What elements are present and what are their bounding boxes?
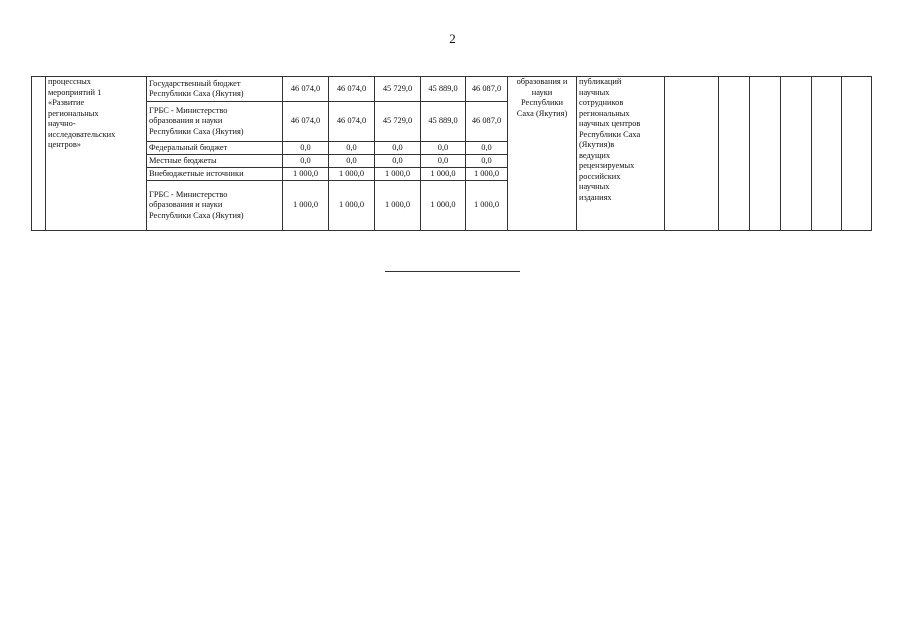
value-cell: 1 000,0 [466, 168, 508, 181]
funding-source-line: образования и науки [149, 200, 223, 210]
event-line: центров» [48, 140, 81, 149]
value-cell: 1 000,0 [329, 181, 375, 231]
indicator-line: региональных [579, 108, 630, 118]
value-cell: 1 000,0 [375, 168, 421, 181]
funding-source-line: Республики Саха (Якутия) [149, 89, 244, 98]
funding-source-line: образования и науки [149, 116, 223, 126]
value-cell: 0,0 [283, 155, 329, 168]
value-cell: 0,0 [466, 155, 508, 168]
event-line: исследовательских [48, 129, 116, 139]
funding-source-line: ГРБС - Министерство [149, 189, 228, 199]
funding-source-cell [147, 102, 283, 142]
indicator-line: научных [579, 182, 610, 191]
value-cell: 45 729,0 [375, 102, 421, 142]
value-cell: 0,0 [421, 155, 466, 168]
value-cell: 0,0 [283, 142, 329, 155]
table-row [32, 77, 872, 102]
funding-source-line: Местные бюджеты [149, 155, 217, 165]
value-cell: 46 074,0 [283, 102, 329, 142]
value-cell: 1 000,0 [329, 168, 375, 181]
executor-cell [508, 77, 577, 231]
executor-line: Республики [520, 98, 563, 107]
funding-source-cell [147, 142, 283, 155]
value-cell: 0,0 [375, 142, 421, 155]
empty-cell [665, 77, 719, 231]
empty-cell [842, 77, 872, 231]
indicator-line: изданиях [579, 192, 612, 202]
value-cell: 45 889,0 [421, 77, 466, 102]
funding-source-cell [147, 155, 283, 168]
value-cell: 46 087,0 [466, 102, 508, 142]
value-cell: 1 000,0 [466, 181, 508, 231]
value-cell: 1 000,0 [421, 168, 466, 181]
funding-source-line: Внебюджетные источники [149, 168, 244, 178]
page-number: 2 [449, 31, 456, 46]
empty-cell [719, 77, 750, 231]
executor-line: образования и [516, 77, 568, 86]
funding-source-line: Государственный бюджет [149, 78, 241, 88]
funding-source-cell [147, 77, 283, 102]
budget-table [31, 76, 872, 231]
indicator-line: сотрудников [579, 98, 624, 107]
value-cell: 45 729,0 [375, 77, 421, 102]
event-line: научно- [48, 119, 76, 128]
indicator-cell [577, 77, 665, 231]
event-line: «Развитие [48, 98, 85, 107]
indicator-line: ведущих [579, 150, 611, 160]
value-cell: 0,0 [466, 142, 508, 155]
value-cell: 46 074,0 [283, 77, 329, 102]
empty-index-cell [32, 77, 46, 231]
event-line: региональных [48, 108, 99, 118]
value-cell: 0,0 [329, 142, 375, 155]
indicator-line: (Якутия)в [579, 140, 615, 149]
funding-source-line: Республики Саха (Якутия) [149, 126, 244, 136]
value-cell: 1 000,0 [375, 181, 421, 231]
indicator-line: научных центров [579, 119, 641, 128]
value-cell: 0,0 [375, 155, 421, 168]
value-cell: 1 000,0 [421, 181, 466, 231]
funding-source-cell [147, 168, 283, 181]
value-cell: 46 087,0 [466, 77, 508, 102]
empty-cell [812, 77, 842, 231]
funding-source-line: Республики Саха (Якутия) [149, 210, 244, 220]
funding-source-cell [147, 181, 283, 231]
indicator-line: публикаций [579, 77, 622, 86]
empty-cell [750, 77, 781, 231]
value-cell: 1 000,0 [283, 181, 329, 231]
value-cell: 45 889,0 [421, 102, 466, 142]
indicator-line: научных [579, 87, 610, 97]
indicator-line: рецензируемых [579, 161, 635, 170]
footnote-separator-line [385, 271, 520, 272]
funding-source-line: ГРБС - Министерство [149, 105, 228, 115]
value-cell: 0,0 [329, 155, 375, 168]
event-line: процессных [48, 77, 91, 86]
value-cell: 46 074,0 [329, 102, 375, 142]
indicator-line: российских [579, 171, 621, 181]
indicator-line: Республики Саха [579, 129, 641, 139]
funding-source-line: Федеральный бюджет [149, 142, 228, 152]
value-cell: 46 074,0 [329, 77, 375, 102]
value-cell: 1 000,0 [283, 168, 329, 181]
value-cell: 0,0 [421, 142, 466, 155]
empty-cell [781, 77, 812, 231]
event-line: мероприятий 1 [48, 87, 102, 97]
executor-line: Саха (Якутия) [516, 108, 568, 118]
executor-line: науки [531, 87, 553, 97]
event-name-cell [46, 77, 147, 231]
